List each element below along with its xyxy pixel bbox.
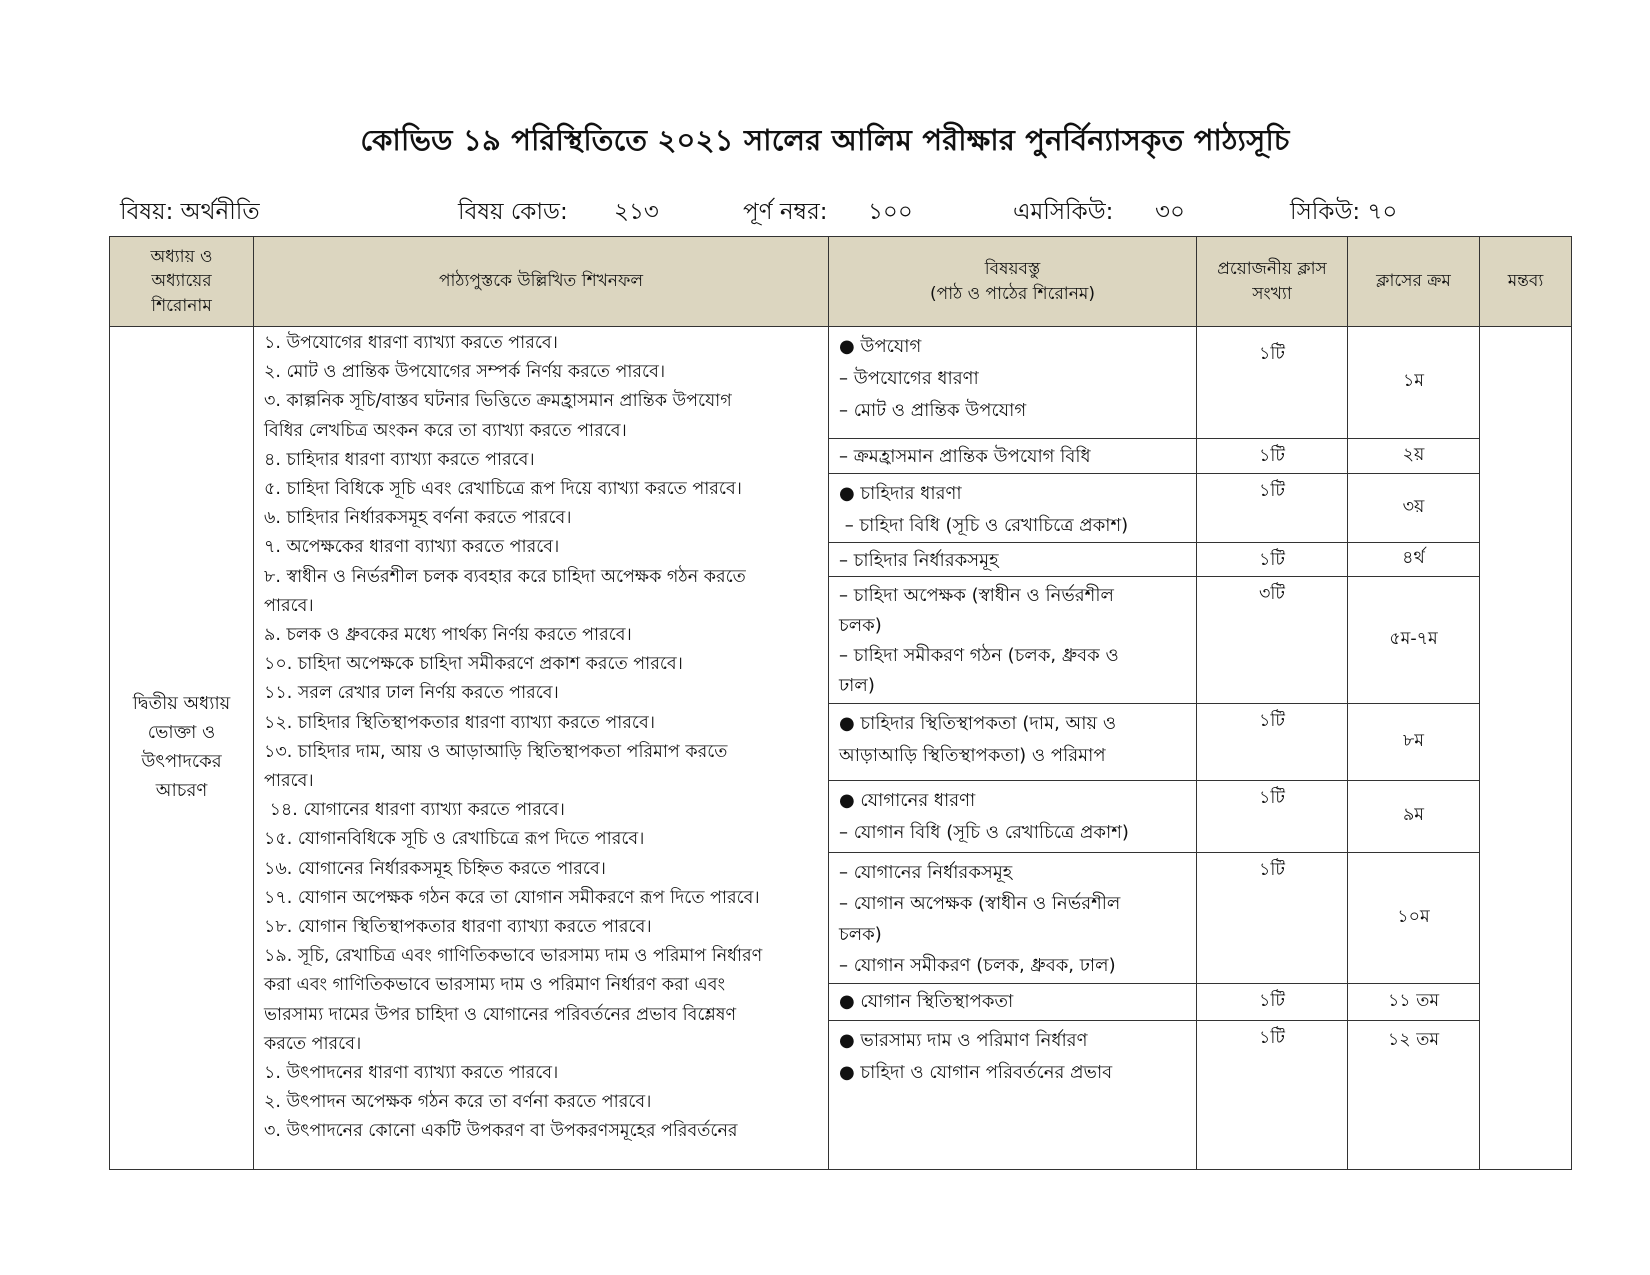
subject-code-label: বিষয় কোড: <box>458 199 568 225</box>
classes-value: ১টি <box>1259 344 1285 364</box>
header-classes <box>1197 237 1348 327</box>
order-cell: ২য় <box>1348 439 1480 474</box>
order-cell: ৮ম <box>1348 704 1480 781</box>
chapter-line: দ্বিতীয় অধ্যায় <box>132 693 231 715</box>
classes-cell <box>1197 474 1348 543</box>
header-content-line: বিষয়বস্তু <box>984 258 1041 279</box>
chapter-line: আচরণ <box>155 779 208 801</box>
content-line: আড়াআড়ি স্থিতিস্থাপকতা) ও পরিমাপ <box>839 745 1106 766</box>
header-outcomes: পাঠ্যপুস্তকে উল্লিখিত শিখনফল <box>254 237 829 327</box>
outcome-line: ২. মোট ও প্রান্তিক উপযোগের সম্পর্ক নির্ণয় করতে পারবে। <box>264 362 666 383</box>
header-content-line: (পাঠ ও পাঠের শিরোনম) <box>930 283 1095 304</box>
outcome-line: ১২. চাহিদার স্থিতিস্থাপকতার ধারণা ব্যাখ্যা করতে পারবে। <box>264 712 655 733</box>
content-line: ● চাহিদার ধারণা <box>839 483 962 504</box>
outcome-line: ২. উৎপাদন অপেক্ষক গঠন করে তা বর্ণনা করতে পারবে। <box>264 1092 652 1113</box>
header-classes-line: সংখ্যা <box>1252 283 1292 304</box>
outcome-line: ৯. চলক ও ধ্রুবকের মধ্যে পার্থক্য নির্ণয় করতে পারবে। <box>264 625 632 646</box>
mcq-value: ৩০ <box>1155 199 1185 225</box>
cq-label: সিকিউ: ৭০ <box>1290 199 1398 225</box>
content-cell <box>829 984 1197 1021</box>
remarks-cell <box>1480 327 1572 1170</box>
classes-value: ৩টি <box>1259 584 1285 604</box>
outcome-line: ৪. চাহিদার ধারণা ব্যাখ্যা করতে পারবে। <box>264 449 535 470</box>
subject-code-value: ২১৩ <box>614 199 659 225</box>
classes-value: ১টি <box>1259 991 1285 1011</box>
chapter-cell <box>110 327 254 1170</box>
content-cell <box>829 439 1197 474</box>
content-cell <box>829 704 1197 781</box>
classes-cell <box>1197 327 1348 439</box>
full-marks-value: ১০০ <box>868 199 913 225</box>
syllabus-table <box>109 236 1572 1170</box>
content-line: ঢাল) <box>839 675 875 696</box>
table-header-row <box>110 237 1572 327</box>
content-line: – ক্রমহ্রাসমান প্রান্তিক উপযোগ বিধি <box>839 446 1091 467</box>
classes-value: ১টি <box>1259 860 1285 880</box>
content-line: – যোগান অপেক্ষক (স্বাধীন ও নির্ভরশীল <box>839 893 1121 914</box>
content-cell <box>829 474 1197 543</box>
classes-cell <box>1197 577 1348 704</box>
header-content <box>829 237 1197 327</box>
content-cell <box>829 853 1197 984</box>
classes-value: ১টি <box>1259 1028 1285 1048</box>
order-cell: ১২ তম <box>1348 1021 1480 1170</box>
outcome-line: ১৭. যোগান অপেক্ষক গঠন করে তা যোগান সমীকরণে রূপ দিতে পারবে। <box>264 887 760 908</box>
classes-cell <box>1197 781 1348 853</box>
header-remarks: মন্তব্য <box>1480 237 1572 327</box>
classes-value: ১টি <box>1259 788 1285 808</box>
classes-cell <box>1197 853 1348 984</box>
order-cell: ৪র্থ <box>1348 543 1480 577</box>
outcome-line: ৬. চাহিদার নির্ধারকসমূহ বর্ণনা করতে পারবে। <box>264 508 572 529</box>
outcome-line: পারবে। <box>264 771 314 792</box>
content-line: – চাহিদা অপেক্ষক (স্বাধীন ও নির্ভরশীল <box>839 585 1114 606</box>
outcome-line: ৩. উৎপাদনের কোনো একটি উপকরণ বা উপকরণসমূহের পরিবর্তনের <box>264 1121 738 1142</box>
order-cell: ৯ম <box>1348 781 1480 853</box>
mcq-label: এমসিকিউ: <box>1013 199 1114 225</box>
outcome-line: ১৯. সূচি, রেখাচিত্র এবং গাণিতিকভাবে ভারসাম্য দাম ও পরিমাপ নির্ধারণ <box>264 946 763 967</box>
content-line: – উপযোগের ধারণা <box>839 368 979 389</box>
content-cell <box>829 327 1197 439</box>
table-row <box>110 327 1572 439</box>
classes-value: ১টি <box>1259 550 1285 570</box>
header-order: ক্লাসের ক্রম <box>1348 237 1480 327</box>
content-line: চলক) <box>839 615 882 636</box>
outcome-line: ১. উপযোগের ধারণা ব্যাখ্যা করতে পারবে। <box>264 333 558 353</box>
order-cell: ১০ম <box>1348 853 1480 984</box>
content-line: – যোগান সমীকরণ (চলক, ধ্রুবক, ঢাল) <box>839 955 1116 976</box>
outcome-line: ১০. চাহিদা অপেক্ষকে চাহিদা সমীকরণে প্রকাশ করতে পারবে। <box>264 654 683 675</box>
full-marks-label: পূর্ণ নম্বর: <box>743 199 828 225</box>
content-line: ● যোগানের ধারণা <box>839 790 976 811</box>
content-line: ● উপযোগ <box>839 336 922 357</box>
content-line: – চাহিদা বিধি (সূচি ও রেখাচিত্রে প্রকাশ) <box>839 515 1129 536</box>
classes-value: ১টি <box>1259 711 1285 731</box>
subject-label: বিষয়: অর্থনীতি <box>120 199 260 225</box>
content-line: চলক) <box>839 924 882 945</box>
order-cell: ৫ম-৭ম <box>1348 577 1480 704</box>
content-line: ● চাহিদা ও যোগান পরিবর্তনের প্রভাব <box>839 1062 1113 1083</box>
outcome-line: ১৬. যোগানের নির্ধারকসমূহ চিহ্নিত করতে পারবে। <box>264 858 606 879</box>
outcome-line: ভারসাম্য দামের উপর চাহিদা ও যোগানের পরিবর্তনের প্রভাব বিশ্লেষণ <box>264 1004 737 1025</box>
chapter-line: ভোক্তা ও <box>147 722 216 744</box>
chapter-line: উৎপাদকের <box>141 751 222 772</box>
content-cell <box>829 577 1197 704</box>
outcome-line: বিধির লেখচিত্র অংকন করে তা ব্যাখ্যা করতে পারবে। <box>264 420 627 441</box>
order-cell: ১ম <box>1348 327 1480 439</box>
content-line: – মোট ও প্রান্তিক উপযোগ <box>839 400 1027 421</box>
content-line: ● ভারসাম্য দাম ও পরিমাণ নির্ধারণ <box>839 1030 1088 1051</box>
outcome-line: ১১. সরল রেখার ঢাল নির্ণয় করতে পারবে। <box>264 683 559 704</box>
outcome-line: ১৫. যোগানবিধিকে সূচি ও রেখাচিত্রে রূপ দিতে পারবে। <box>264 829 645 850</box>
outcome-line: করতে পারবে। <box>264 1033 362 1054</box>
classes-cell <box>1197 1021 1348 1170</box>
content-line: – চাহিদার নির্ধারকসমূহ <box>839 550 999 571</box>
classes-cell <box>1197 704 1348 781</box>
header-chapter-line: অধ্যায়ের <box>151 271 212 292</box>
header-classes-line: প্রয়োজনীয় ক্লাস <box>1217 258 1327 279</box>
classes-value: ১টি <box>1259 446 1285 466</box>
content-cell <box>829 781 1197 853</box>
content-cell <box>829 543 1197 577</box>
classes-cell <box>1197 439 1348 474</box>
outcome-line: ১. উৎপাদনের ধারণা ব্যাখ্যা করতে পারবে। <box>264 1063 559 1084</box>
outcome-line: ৩. কাল্পনিক সূচি/বাস্তব ঘটনার ভিত্তিতে ক্রমহ্রাসমান প্রান্তিক উপযোগ <box>264 391 732 412</box>
header-chapter <box>110 237 254 327</box>
classes-cell <box>1197 543 1348 577</box>
classes-cell <box>1197 984 1348 1021</box>
outcome-line: করা এবং গাণিতিকভাবে ভারসাম্য দাম ও পরিমাণ নির্ধারণ করা এবং <box>264 975 725 996</box>
order-cell: ৩য় <box>1348 474 1480 543</box>
outcome-line: ৫. চাহিদা বিধিকে সূচি এবং রেখাচিত্রে রূপ দিয়ে ব্যাখ্যা করতে পারবে। <box>264 479 742 500</box>
page-title: কোভিড ১৯ পরিস্থিতিতে ২০২১ সালের আলিম পরীক্ষার পুনর্বিন্যাসকৃত পাঠ্যসূচি <box>360 123 1290 157</box>
outcome-line: ৭. অপেক্ষকের ধারণা ব্যাখ্যা করতে পারবে। <box>264 537 560 558</box>
outcome-line: ১৩. চাহিদার দাম, আয় ও আড়াআড়ি স্থিতিস্থাপকতা পরিমাপ করতে <box>264 741 728 762</box>
classes-value: ১টি <box>1259 481 1285 501</box>
outcome-line: ১৮. যোগান স্থিতিস্থাপকতার ধারণা ব্যাখ্যা করতে পারবে। <box>264 917 652 938</box>
outcome-line: ১৪. যোগানের ধারণা ব্যাখ্যা করতে পারবে। <box>264 800 565 821</box>
learning-outcomes-cell <box>254 327 829 1170</box>
content-line: – যোগানের নির্ধারকসমূহ <box>839 862 1013 883</box>
order-cell: ১১ তম <box>1348 984 1480 1021</box>
outcome-line: পারবে। <box>264 595 314 616</box>
content-line: – চাহিদা সমীকরণ গঠন (চলক, ধ্রুবক ও <box>839 645 1119 666</box>
header-chapter-line: শিরোনাম <box>151 295 212 316</box>
content-cell <box>829 1021 1197 1170</box>
outcome-line: ৮. স্বাধীন ও নির্ভরশীল চলক ব্যবহার করে চাহিদা অপেক্ষক গঠন করতে <box>264 566 746 587</box>
content-line: ● চাহিদার স্থিতিস্থাপকতা (দাম, আয় ও <box>839 713 1117 734</box>
content-line: ● যোগান স্থিতিস্থাপকতা <box>839 991 1014 1012</box>
content-line: – যোগান বিধি (সূচি ও রেখাচিত্রে প্রকাশ) <box>839 822 1129 843</box>
header-chapter-line: অধ্যায় ও <box>150 246 213 267</box>
